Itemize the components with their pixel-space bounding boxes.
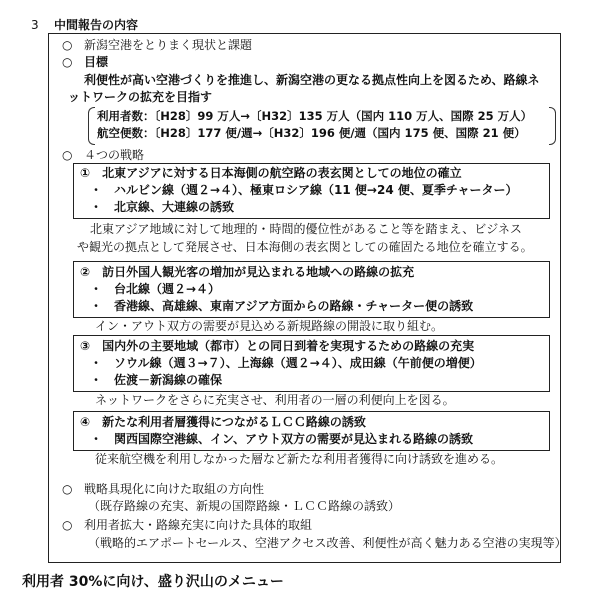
strategy-1-title: ① 北東アジアに対する日本海側の航空路の表玄関としての地位の確立: [80, 166, 462, 180]
strategy-4-line: ・ 関西国際空港線、イン、アウト双方の需要が見込まれる路線の誘致: [90, 432, 474, 446]
measures-sub: （戦略的エアポートセールス、空港アクセス改善、利便性が高く魅力ある空港の実現等）: [88, 536, 567, 550]
strategy-1-line: ・ ハルビン線（週２→４）、極東ロシア線（11 便→24 便、夏季チャーター）: [90, 183, 518, 197]
section-title: 中間報告の内容: [54, 18, 139, 32]
strategy-3-title: ③ 国内外の主要地域（都市）との同日到着を実現するための路線の充実: [80, 339, 475, 353]
goal-bracket-right: [549, 107, 556, 145]
goal-desc-1: 利便性が高い空港づくりを推進し、新潟空港の更なる拠点性向上を図るため、路線ネ: [84, 73, 540, 87]
goal-flights: 航空便数：〔H28〕177 便/週→〔H32〕196 便/週（国内 175 便、国際 21 便）: [97, 126, 526, 140]
strategy-2-line: ・ 香港線、高雄線、東南アジア方面からの路線・チャーター便の誘致: [90, 299, 474, 313]
goal-bullet: ○: [62, 55, 73, 69]
direction-bullet: ○: [62, 482, 73, 496]
goal-users: 利用者数：〔H28〕99 万人→〔H32〕135 万人（国内 110 万人、国際 25 万人）: [97, 109, 533, 123]
strategy-3-note: ネットワークをさらに充実させ、利用者の一層の利便向上を図る。: [95, 393, 455, 407]
strategy-1-line: ・ 北京線、大連線の誘致: [90, 200, 235, 214]
measures-bullet: ○: [62, 518, 73, 532]
direction-sub: （既存路線の充実、新規の国際路線・ＬＣＣ路線の誘致）: [88, 499, 401, 513]
goal-title: 目標: [84, 55, 109, 69]
strategy-2-line: ・ 台北線（週２→４）: [90, 282, 221, 296]
direction-text: 戦略具現化に向けた取組の方向性: [84, 482, 265, 496]
measures-text: 利用者拡大・路線充実に向けた具体的取組: [84, 518, 313, 532]
strategies-heading: ４つの戦略: [84, 148, 145, 162]
strategy-4-note: 従来航空機を利用しなかった層など新たな利用者獲得に向け誘致を進める。: [95, 452, 504, 466]
goal-bracket-left: [88, 107, 95, 145]
section-number: 3: [31, 18, 39, 32]
goal-desc-2: ットワークの拡充を目指す: [68, 90, 213, 104]
strategy-2-note: イン・アウト双方の需要が見込める新規路線の開設に取り組む。: [95, 319, 444, 333]
current-text: 新潟空港をとりまく現状と課題: [84, 38, 253, 52]
current-bullet: ○: [62, 38, 73, 52]
strategy-3-line: ・ ソウル線（週３→７）、上海線（週２→４）、成田線（午前便の増便）: [90, 356, 482, 370]
strategy-1-note: 北東アジア地域に対して地理的・時間的優位性があること等を踏まえ、ビジネス: [90, 222, 522, 236]
caption: 利用者 30%に向け、盛り沢山のメニュー: [22, 574, 284, 590]
strategy-1-note: や観光の拠点として発展させ、日本海側の表玄関としての確固たる地位を確立する。: [77, 240, 533, 254]
strategy-4-title: ④ 新たな利用者層獲得につながるＬＣＣ路線の誘致: [80, 415, 366, 429]
strategy-2-title: ② 訪日外国人観光客の増加が見込まれる地域への路線の拡充: [80, 265, 415, 279]
strategy-3-line: ・ 佐渡－新潟線の確保: [90, 373, 223, 387]
strategies-bullet: ○: [62, 148, 73, 162]
